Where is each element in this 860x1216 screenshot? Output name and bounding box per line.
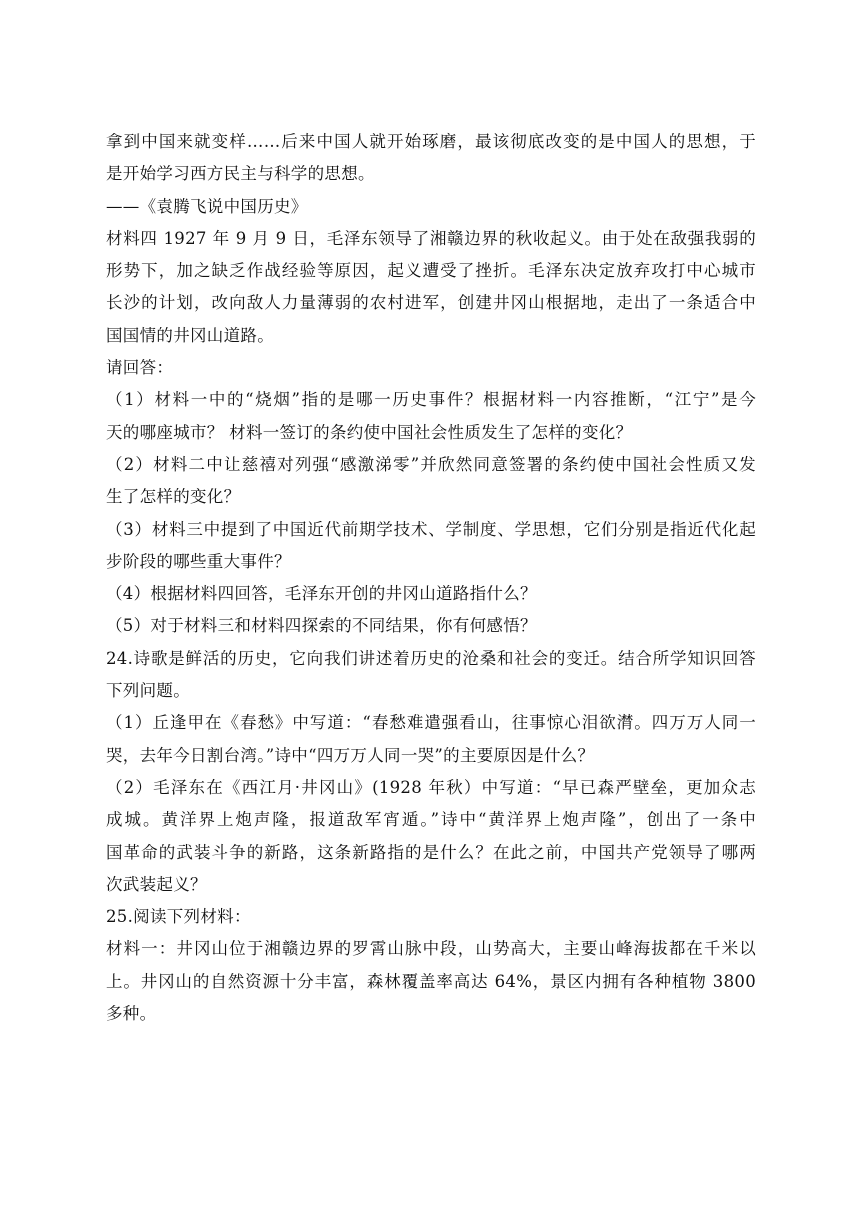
- question-line: 生了怎样的变化？: [106, 487, 241, 507]
- question-line: 天的哪座城市？ 材料一签订的条约使中国社会性质发生了怎样的变化？: [106, 422, 633, 442]
- question-line: （1）丘逢甲在《春愁》中写道：“春愁难遣强看山，往事惊心泪欲潸。四万万人同一: [106, 713, 756, 733]
- text-line: 拿到中国来就变样……后来中国人就开始琢磨，最该彻底改变的是中国人的思想，于: [106, 132, 756, 151]
- question-line: （5）对于材料三和材料四探索的不同结果，你有何感悟？: [106, 616, 537, 636]
- question-line: 次武装起义？: [106, 874, 207, 894]
- text-line: 长沙的计划，改向敌人力量薄弱的农村进军，创建井冈山根据地，走出了一条适合中: [106, 293, 756, 313]
- question-line: （2）毛泽东在《西江月·井冈山》(1928 年秋）中写道：“早已森严壁垒，更加众志: [106, 777, 756, 797]
- citation-line: ——《袁腾飞说中国历史》: [106, 196, 308, 216]
- question-heading-25: 25.阅读下列材料：: [106, 907, 251, 927]
- text-line: 材料四 1927 年 9 月 9 日，毛泽东领导了湘赣边界的秋收起义。由于处在敌强我弱的: [106, 228, 756, 248]
- question-line: 国革命的武装斗争的新路，这条新路指的是什么？在此之前，中国共产党领导了哪两: [106, 842, 756, 862]
- text-line: 是开始学习西方民主与科学的思想。: [106, 164, 375, 184]
- prompt-line: 请回答：: [106, 358, 174, 378]
- material-line: 上。井冈山的自然资源十分丰富，森林覆盖率高达 64%，景区内拥有各种植物 3800: [106, 971, 756, 991]
- question-line: 哭，去年今日割台湾。”诗中“四万万人同一哭”的主要原因是什么？: [106, 745, 595, 765]
- question-line: （1）材料一中的“烧烟”指的是哪一历史事件？根据材料一内容推断，“江宁”是今: [106, 390, 756, 410]
- text-line: 国国情的井冈山道路。: [106, 325, 274, 345]
- question-line: （4）根据材料四回答，毛泽东开创的井冈山道路指什么？: [106, 584, 537, 604]
- question-heading-24: 24.诗歌是鲜活的历史，它向我们讲述着历史的沧桑和社会的变迁。结合所学知识回答: [106, 648, 756, 668]
- material-line: 材料一：井冈山位于湘赣边界的罗霄山脉中段，山势高大，主要山峰海拔都在千米以: [106, 939, 756, 959]
- question-line: 成城。黄洋界上炮声隆，报道敌军宵遁。”诗中“黄洋界上炮声隆”，创出了一条中: [106, 810, 756, 830]
- question-line: 下列问题。: [106, 681, 190, 701]
- text-line: 形势下，加之缺乏作战经验等原因，起义遭受了挫折。毛泽东决定放弃攻打中心城市: [106, 261, 756, 281]
- material-line: 多种。: [106, 1004, 157, 1024]
- question-line: 步阶段的哪些重大事件？: [106, 551, 291, 571]
- document-body: [106, 126, 756, 1030]
- question-line: （2）材料二中让慈禧对列强“感激涕零”并欣然同意签署的条约使中国社会性质又发: [106, 454, 756, 474]
- question-line: （3）材料三中提到了中国近代前期学技术、学制度、学思想，它们分别是指近代化起: [106, 519, 756, 539]
